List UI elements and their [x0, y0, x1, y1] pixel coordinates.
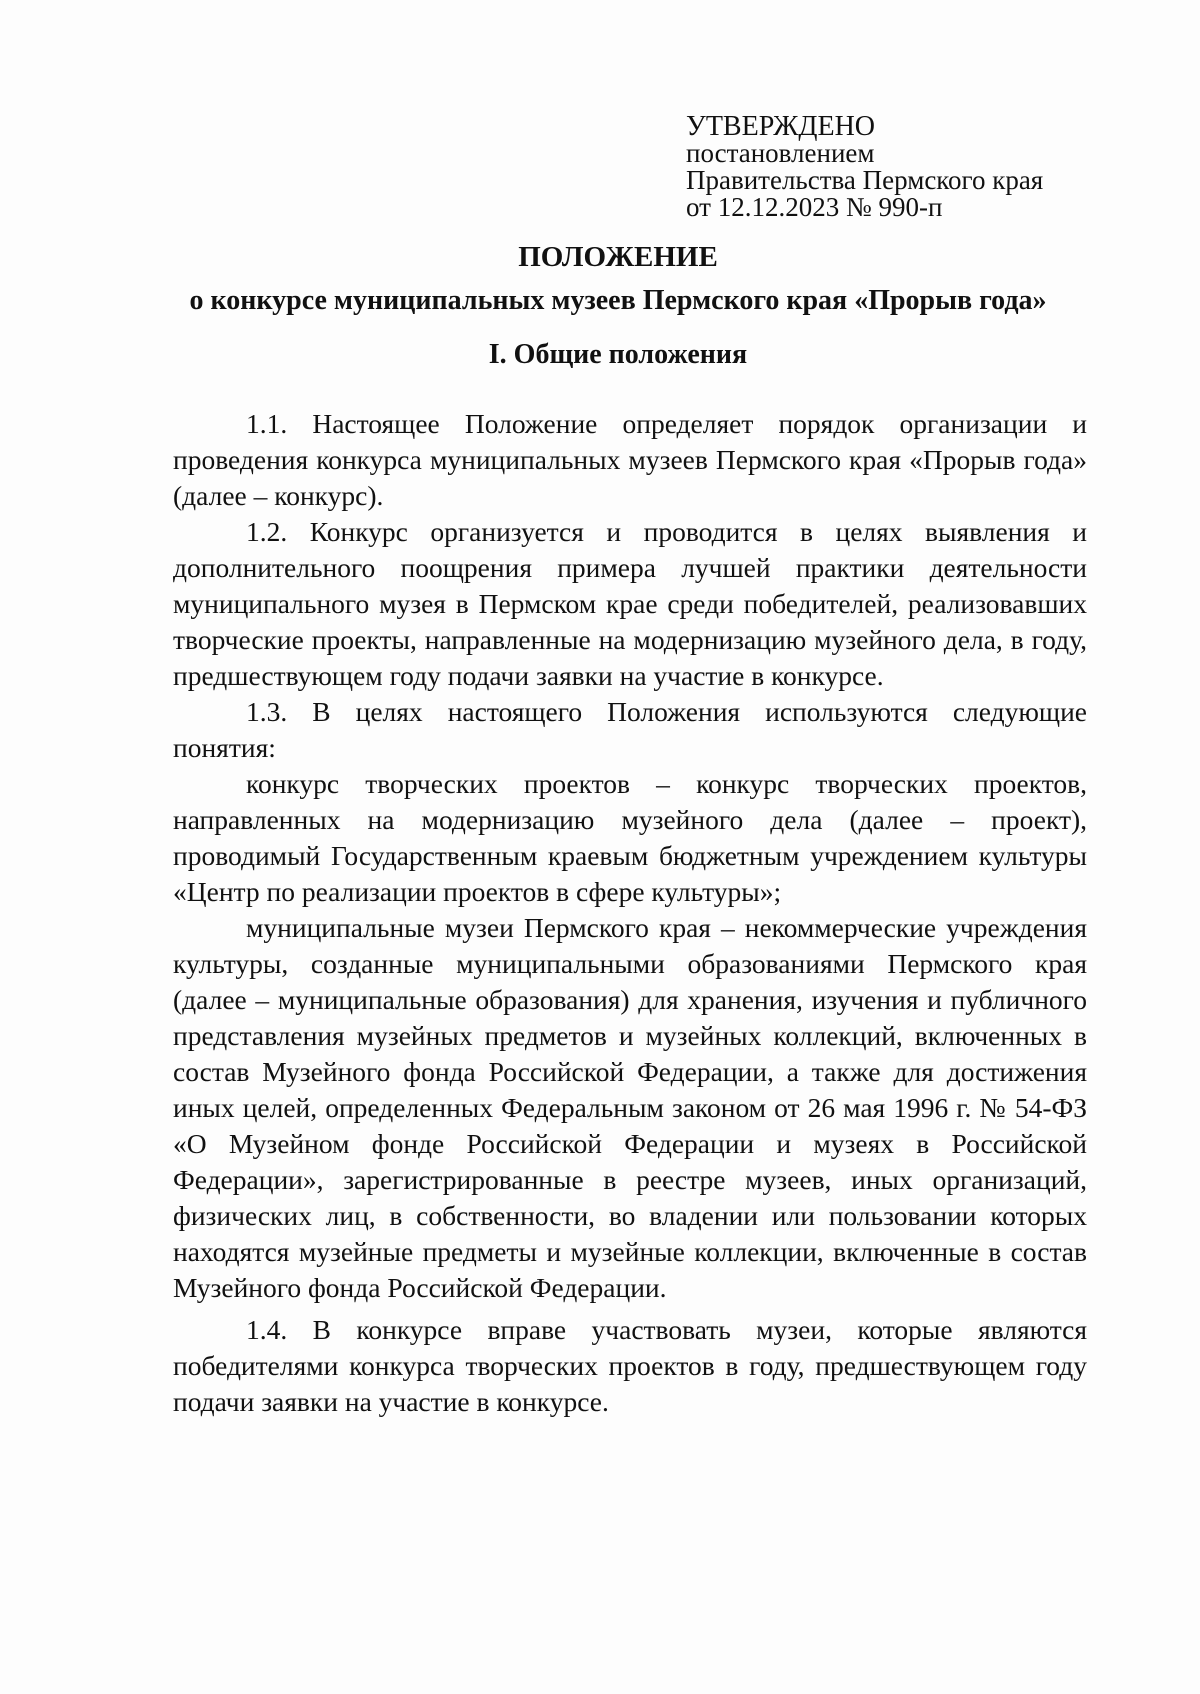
approval-line-resolution: постановлением	[686, 138, 875, 168]
document-subtitle: о конкурсе муниципальных музеев Пермского края «Прорыв года»	[189, 285, 1047, 316]
approval-line-government: Правительства Пермского края	[686, 165, 1044, 195]
document-title: ПОЛОЖЕНИЕ	[518, 241, 718, 273]
paragraph-1-3: 1.3. В целях настоящего Положения используются следующие понятия:	[173, 696, 1087, 763]
definition-municipal-museums: муниципальные музеи Пермского края – некоммерческие учреждения культуры, созданные муниципальными образованиями Пермского края (далее – муниципальные образования) для хранения, изучения и публичного представления музейных предметов и музейных коллекций, включенных в состав Музейного фонда Российской Федерации, а также для достижения иных целей, определенных Федеральным законом от 26 мая 1996 г. № 54-ФЗ «О Музейном фонде Российской Федерации и музеях в Российской Федерации», зарегистрированные в реестре музеев, иных организаций, физических лиц, в собственности, во владении или пользовании которых находятся музейные предметы и музейные коллекции, включенные в состав Музейного фонда Российской Федерации.	[173, 912, 1087, 1303]
document-title-block	[173, 240, 1063, 318]
section-heading: I. Общие положения	[488, 339, 748, 370]
paragraph-1-4: 1.4. В конкурсе вправе участвовать музеи, которые являются победителями конкурса творческих проектов в году, предшествующем году подачи заявки на участие в конкурсе.	[173, 1314, 1087, 1417]
definition-creative-projects-contest: конкурс творческих проектов – конкурс творческих проектов, направленных на модернизацию музейного дела (далее – проект), проводимый Государственным краевым бюджетным учреждением культуры «Центр по реализации проектов в сфере культуры»;	[173, 768, 1087, 907]
paragraph-1-1: 1.1. Настоящее Положение определяет порядок организации и проведения конкурса муниципальных музеев Пермского края «Прорыв года» (далее – конкурс).	[173, 408, 1087, 511]
paragraph-1-2: 1.2. Конкурс организуется и проводится в целях выявления и дополнительного поощрения примера лучшей практики деятельности муниципального музея в Пермском крае среди победителей, реализовавших творческие проекты, направленные на модернизацию музейного дела, в году, предшествующем году подачи заявки на участие в конкурсе.	[173, 516, 1087, 691]
document-body	[173, 406, 1087, 1420]
approval-stamp-block	[686, 113, 1043, 221]
approval-title: УТВЕРЖДЕНО	[686, 111, 876, 142]
approval-line-date-number: от 12.12.2023 № 990-п	[686, 192, 943, 222]
